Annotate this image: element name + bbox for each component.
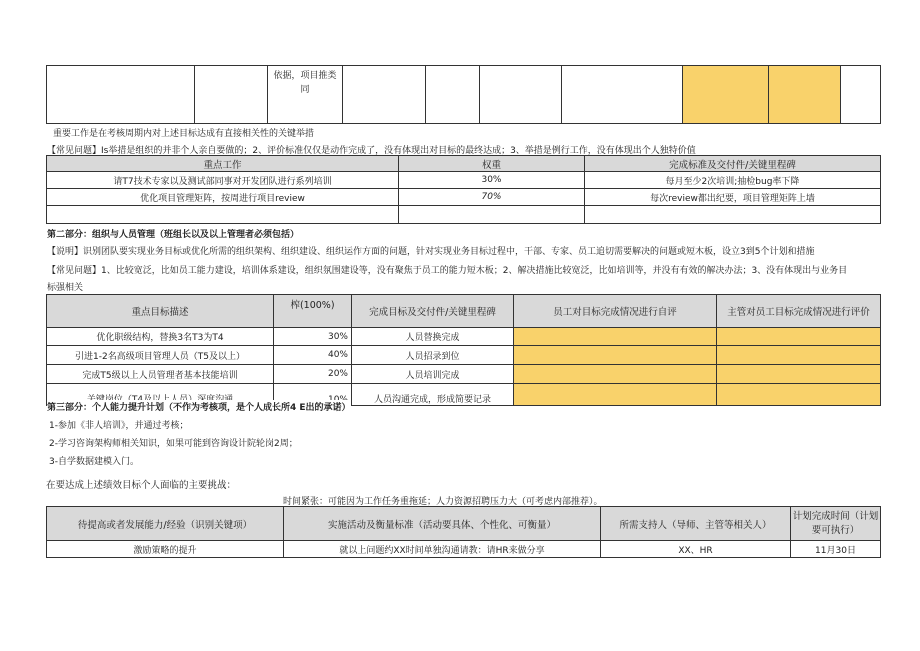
table-cell: 30% bbox=[399, 172, 585, 189]
dev-header-support: 所需支持人（导师、主管等相关人） bbox=[601, 507, 791, 541]
work-header-task: 重点工作 bbox=[47, 156, 399, 172]
table-cell: 激励策略的提升 bbox=[47, 541, 284, 558]
org-header-goal: 重点目标描述 bbox=[47, 295, 274, 328]
org-header-self: 员工对目标完成情况进行自评 bbox=[514, 295, 717, 328]
top-cell bbox=[769, 66, 841, 124]
top-cell bbox=[562, 66, 683, 124]
table-cell: 就以上问题约XX时间单独沟通请教：请HR来做分享 bbox=[284, 541, 601, 558]
challenge-title: 在要达成上述绩效目标个人面临的主要挑战： bbox=[46, 480, 237, 491]
self-eval-cell[interactable] bbox=[514, 384, 717, 406]
table-cell: 人员沟通完成，形成简要记录 bbox=[352, 384, 514, 406]
table-cell: 人员招录到位 bbox=[352, 346, 514, 365]
manager-eval-cell[interactable] bbox=[717, 346, 881, 365]
self-eval-cell[interactable] bbox=[514, 328, 717, 346]
part3-item-3: 3-自学数据建模入门。 bbox=[49, 457, 139, 467]
part3-item-1: 1-参加《非人培训》，并通过考核； bbox=[49, 421, 189, 431]
table-cell: 人员替换完成 bbox=[352, 328, 514, 346]
manager-eval-cell[interactable] bbox=[717, 384, 881, 406]
org-header-deliverable: 完成目标及交付件/关键里程碑 bbox=[352, 295, 514, 328]
top-cell bbox=[47, 66, 195, 124]
note-line: 重要工作是在考核周期内对上述目标达成有直接相关性的关键举措 bbox=[53, 129, 315, 139]
manager-eval-cell[interactable] bbox=[717, 328, 881, 346]
dev-header-time-line1: 计划完成时间（计划 bbox=[792, 510, 879, 522]
self-eval-cell[interactable] bbox=[514, 346, 717, 365]
table-cell: XX、HR bbox=[601, 541, 791, 558]
table-cell: 完成T5级以上人员管理者基本技能培训 bbox=[47, 365, 274, 384]
self-eval-cell[interactable] bbox=[514, 365, 717, 384]
top-cell-text bbox=[268, 66, 343, 124]
table-cell: 每月至少2次培训;抽检bug率下降 bbox=[585, 172, 881, 189]
table-cell: 70% bbox=[399, 189, 585, 206]
table-cell: 优化项目管理矩阵，按周进行项目review bbox=[47, 189, 399, 206]
dev-header-time-line2: 要可执行） bbox=[811, 524, 860, 536]
org-header-weight: 榨(100%) bbox=[274, 295, 352, 328]
top-cell bbox=[841, 66, 881, 124]
table-cell: 30% bbox=[274, 328, 352, 346]
table-cell: 人员培训完成 bbox=[352, 365, 514, 384]
dev-header-ability: 待提高或者发展能力/经验（识别关键项） bbox=[47, 507, 284, 541]
faq-line-1: 【常见问题】Is举措是组织的并非个人亲自要做的；2、评价标准仅仅是动作完成了，没有体现出对目标的最终达成；3、举措是例行工作，没有体现出个人独特价值 bbox=[47, 146, 696, 156]
table-cell bbox=[47, 206, 399, 224]
org-table bbox=[46, 294, 881, 406]
part2-note: 【说明】识别团队要实现业务目标或优化所需的组织架构、组织建设、组织运作方面的问题，针对实现业务目标过程中，干部、专家、员工追切需要解决的问题或短木板，设立3到5个计划和措施 bbox=[47, 247, 815, 257]
dev-header-time bbox=[791, 507, 881, 541]
top-cell bbox=[426, 66, 480, 124]
org-header-manager: 主管对员工目标完成情况进行评价 bbox=[717, 295, 881, 328]
challenge-text: 时间紧张：可能因为工作任务重拖延；人力资源招聘压力大（可考虑内部推荐）。 bbox=[283, 497, 603, 507]
part3-item-2: 2-学习咨询架构师相关知识，如果可能到咨询设计院轮岗2周； bbox=[49, 439, 298, 449]
part2-faq-2: 标强相关 bbox=[47, 283, 84, 293]
work-header-weight: 权重 bbox=[399, 156, 585, 172]
manager-eval-cell[interactable] bbox=[717, 365, 881, 384]
part3-title: 第三部分：个人能力提升计划（不作为考核项，是个人成长所4 E出的承诺） bbox=[47, 400, 351, 413]
work-table bbox=[46, 155, 881, 224]
top-cell bbox=[195, 66, 268, 124]
table-cell bbox=[585, 206, 881, 224]
top-cell bbox=[480, 66, 562, 124]
table-cell: 优化职级结构，替换3名T3为T4 bbox=[47, 328, 274, 346]
table-cell: 请T7技术专家以及测试部同事对开发团队进行系列培训 bbox=[47, 172, 399, 189]
top-cell-line2: 同 bbox=[300, 85, 310, 95]
table-cell: 每次review都出纪要，项目管理矩阵上墙 bbox=[585, 189, 881, 206]
table-cell: 11月30日 bbox=[791, 541, 881, 558]
dev-table bbox=[46, 506, 881, 558]
top-cell bbox=[683, 66, 769, 124]
table-cell: 40% bbox=[274, 346, 352, 365]
dev-header-activity: 实施活动及衡量标准（活动要具体、个性化、可衡量） bbox=[284, 507, 601, 541]
part2-faq-1: 【常见问题】1、比较宽泛，比如员工能力建设，培训体系建设，组织氛围建设等，没有聚焦于员工的能力短木板；2、解决措施比较宽泛，比如培训等，并没有有效的解决办法；3、没有体现出与业务目 bbox=[47, 266, 848, 276]
top-table bbox=[46, 65, 881, 124]
table-cell: 引进1-2名高级项目管理人员（T5及以上） bbox=[47, 346, 274, 365]
top-cell bbox=[343, 66, 426, 124]
part2-title: 第二部分：组织与人员管理（班组长以及以上管理者必须包括） bbox=[47, 230, 300, 240]
table-cell bbox=[399, 206, 585, 224]
table-cell: 20% bbox=[274, 365, 352, 384]
top-cell-line1: 依据，项目推类 bbox=[273, 71, 337, 81]
work-header-standard: 完成标准及交付件/关键里程碑 bbox=[585, 156, 881, 172]
